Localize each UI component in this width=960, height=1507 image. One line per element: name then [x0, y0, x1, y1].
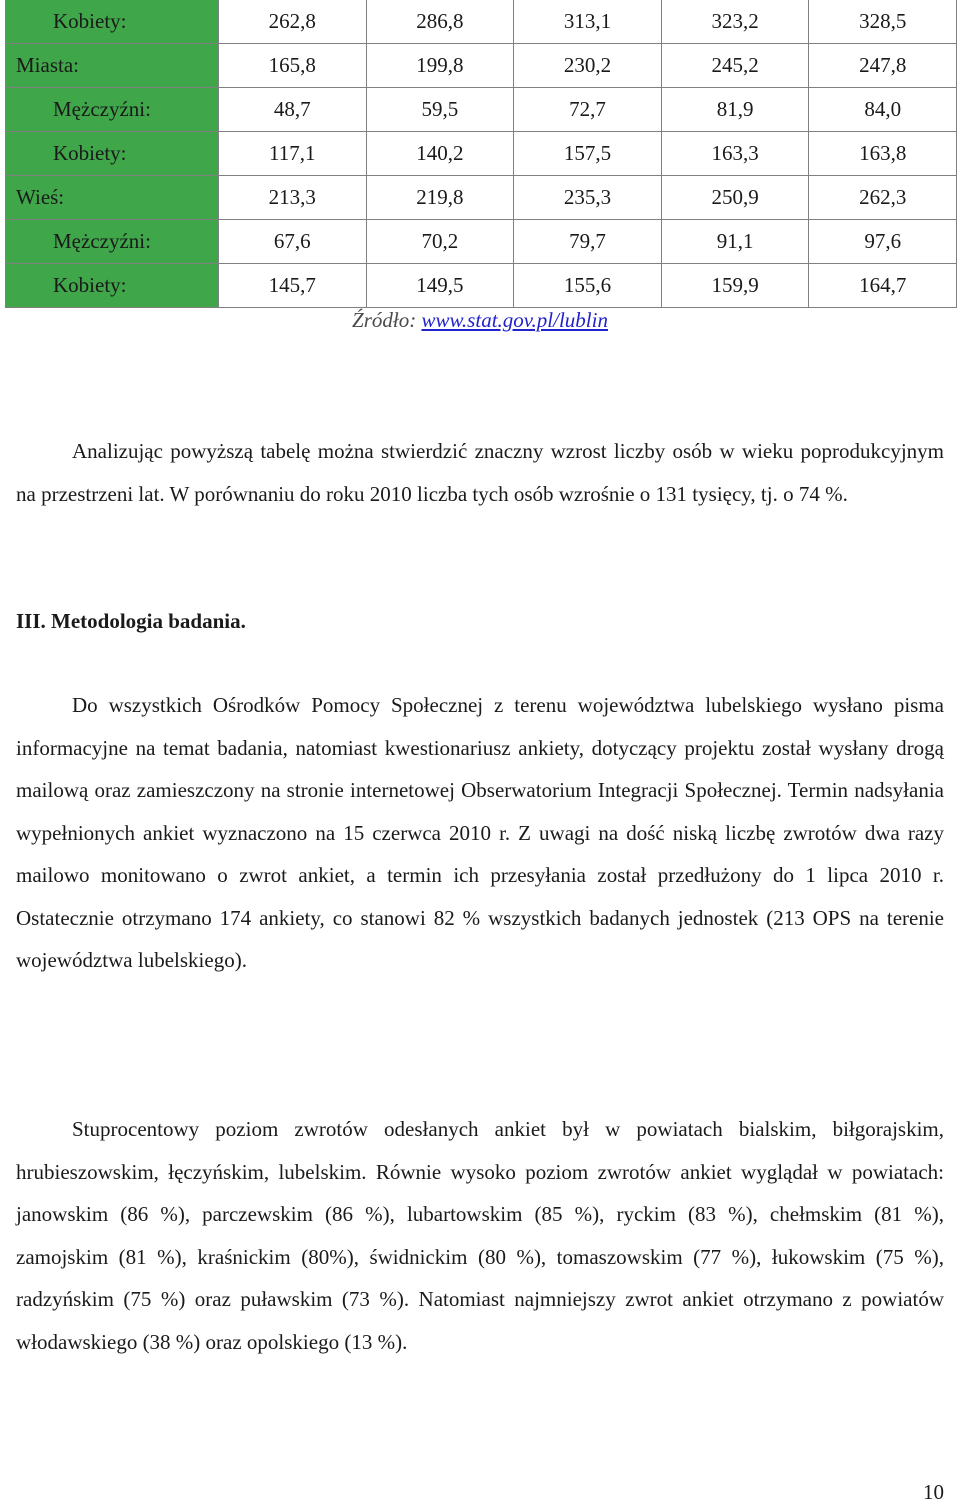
methodology-text: Do wszystkich Ośrodków Pomocy Społecznej z terenu województwa lubelskiego wysłano pisma informacyjne na temat badania, natomiast kwestionariusz ankiety, dotyczący projektu został wysłany drogą mailową oraz zamieszczony na stronie internetowej Obserwatorium Integracji Społecznej. Termin nadsyłania wypełnionych ankiet wyznaczono na 15 czerwca 2010 r. Z uwagi na dość niską liczbę zwrotów dwa razy mailowo monitowano o zwrot ankiet, a termin ich przesyłania został przedłużony do 1 lipca 2010 r. Ostatecznie otrzymano 174 ankiety, co stanowi 82 % wszystkich badanych jednostek (213 OPS na terenie województwa lubelskiego). — [16, 693, 944, 972]
returns-paragraph — [16, 1108, 944, 1363]
table-row — [6, 0, 957, 44]
table-row — [6, 220, 957, 264]
table-cell: 163,3 — [661, 132, 809, 176]
table-cell: 247,8 — [809, 44, 957, 88]
source-prefix: Źródło: — [352, 308, 422, 332]
table-row — [6, 264, 957, 308]
page-number: 10 — [923, 1480, 944, 1504]
returns-text: Stuprocentowy poziom zwrotów odesłanych ankiet był w powiatach bialskim, biłgorajskim, hrubieszowskim, łęczyńskim, lubelskim. Równie wysoko poziom zwrotów ankiet wyglądał w powiatach: janowskim (86 %), parczewskim (86 %), lubartowskim (85 %), ryckim (83 %), chełmskim (81 %), zamojskim (81 %), kraśnickim (80%), świdnickim (80 %), tomaszowskim (77 %), łukowskim (75 %), radzyńskim (75 %) oraz puławskim (73 %). Natomiast najmniejszy zwrot ankiet otrzymano z powiatów włodawskiego (38 %) oraz opolskiego (13 %). — [16, 1117, 944, 1354]
table-cell: 97,6 — [809, 220, 957, 264]
row-label: Mężczyźni: — [6, 220, 219, 264]
table-cell: 91,1 — [661, 220, 809, 264]
table-row — [6, 176, 957, 220]
table-cell: 213,3 — [219, 176, 367, 220]
table-cell: 235,3 — [514, 176, 662, 220]
table-cell: 59,5 — [366, 88, 514, 132]
row-label: Kobiety: — [6, 264, 219, 308]
table-cell: 67,6 — [219, 220, 367, 264]
table-cell: 145,7 — [219, 264, 367, 308]
row-label: Mężczyźni: — [6, 88, 219, 132]
table-cell: 262,3 — [809, 176, 957, 220]
table-cell: 149,5 — [366, 264, 514, 308]
table-row — [6, 132, 957, 176]
table-row — [6, 44, 957, 88]
methodology-paragraph — [16, 684, 944, 982]
table-cell: 313,1 — [514, 0, 662, 44]
table-cell: 84,0 — [809, 88, 957, 132]
table-cell: 230,2 — [514, 44, 662, 88]
table-row — [6, 88, 957, 132]
table-cell: 48,7 — [219, 88, 367, 132]
table-cell: 199,8 — [366, 44, 514, 88]
row-label: Miasta: — [6, 44, 219, 88]
table-cell: 164,7 — [809, 264, 957, 308]
table-cell: 262,8 — [219, 0, 367, 44]
row-label: Kobiety: — [6, 0, 219, 44]
table-body — [6, 0, 957, 308]
table-cell: 157,5 — [514, 132, 662, 176]
table-cell: 286,8 — [366, 0, 514, 44]
analysis-paragraph — [16, 430, 944, 515]
table-cell: 155,6 — [514, 264, 662, 308]
table-cell: 70,2 — [366, 220, 514, 264]
table-cell: 81,9 — [661, 88, 809, 132]
table-cell: 245,2 — [661, 44, 809, 88]
table-cell: 328,5 — [809, 0, 957, 44]
population-table — [5, 0, 957, 308]
table-cell: 165,8 — [219, 44, 367, 88]
table-cell: 219,8 — [366, 176, 514, 220]
section-heading: III. Metodologia badania. — [16, 609, 246, 633]
row-label: Kobiety: — [6, 132, 219, 176]
table-cell: 163,8 — [809, 132, 957, 176]
table-cell: 323,2 — [661, 0, 809, 44]
table-cell: 72,7 — [514, 88, 662, 132]
source-link[interactable]: www.stat.gov.pl/lublin — [421, 308, 608, 332]
table-cell: 140,2 — [366, 132, 514, 176]
table-cell: 250,9 — [661, 176, 809, 220]
table-cell: 117,1 — [219, 132, 367, 176]
row-label: Wieś: — [6, 176, 219, 220]
table-source — [0, 308, 960, 333]
analysis-text: Analizując powyższą tabelę można stwierdzić znaczny wzrost liczby osób w wieku poprodukcyjnym na przestrzeni lat. W porównaniu do roku 2010 liczba tych osób wzrośnie o 131 tysięcy, tj. o 74 %. — [16, 439, 944, 506]
table-cell: 79,7 — [514, 220, 662, 264]
table-cell: 159,9 — [661, 264, 809, 308]
